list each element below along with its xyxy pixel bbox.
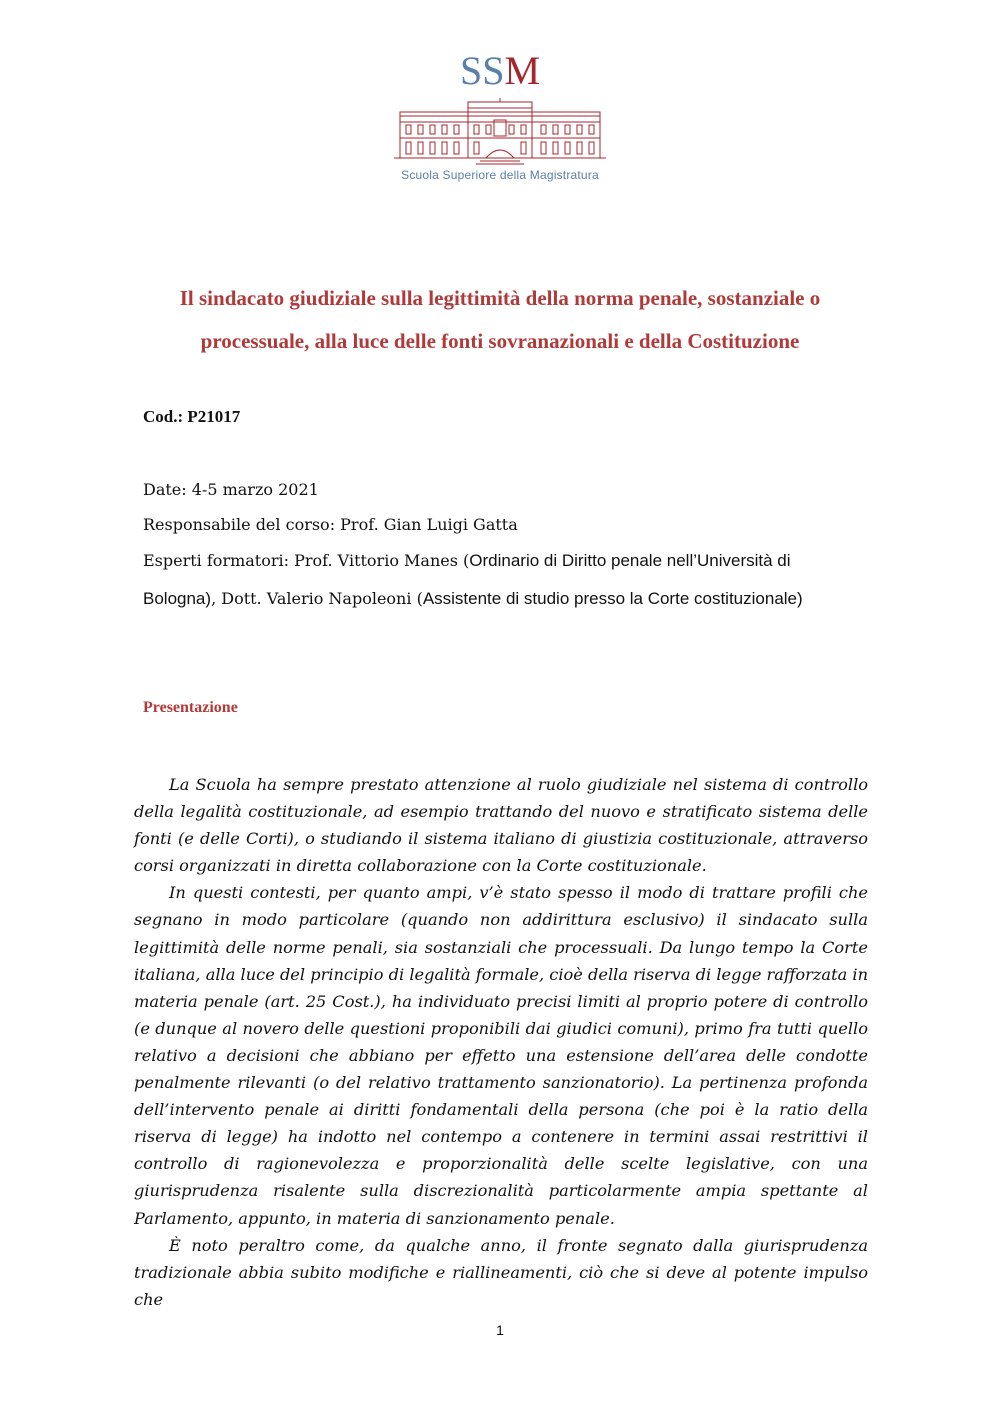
manes-role-cont: Bologna): [143, 589, 212, 608]
paragraph: È noto peraltro come, da qualche anno, il fronte segnato dalla giurisprudenza tradizionale abbia subito modifiche e riallineamenti, ciò che si deve al potente impulso che: [134, 1235, 868, 1309]
experts-prefix: Esperti formatori: Prof. Vittorio Manes (: [143, 551, 470, 570]
logo-caption: Scuola Superiore della Magistratura: [401, 168, 599, 182]
paragraph: La Scuola ha sempre prestato attenzione al ruolo giudiziale nel sistema di controllo della legalità costituzionale, ad esempio trattando del nuovo e stratificato sistema delle fonti (e delle Corti), o studiando il sistema italiano di giustizia costituzionale, attraverso corsi organizzati in diretta collaborazione con la Corte costituzionale.: [134, 775, 868, 876]
ssm-logo-mark: SSM: [459, 48, 541, 93]
ssm-logo: [380, 48, 620, 198]
manes-role: Ordinario di Diritto penale nell’Università di: [469, 551, 791, 570]
course-dates: Date: 4-5 marzo 2021: [143, 480, 319, 499]
document-title-line-2: processuale, alla luce delle fonti sovranazionali e della Costituzione: [200, 329, 800, 353]
palace-illustration: [390, 98, 610, 210]
course-code: Cod.: P21017: [143, 407, 241, 426]
course-experts-line-1: [143, 551, 791, 571]
course-experts-line-2: [143, 589, 803, 609]
napoleoni-name: , Dott. Valerio Napoleoni (: [211, 589, 423, 608]
course-responsible: Responsabile del corso: Prof. Gian Luigi Gatta: [143, 515, 518, 534]
napoleoni-role: Assistente di studio presso la Corte costituzionale): [422, 589, 803, 608]
paragraph: In questi contesti, per quanto ampi, v’è stato spesso il modo di trattare profili che segnano in modo particolare (quando non addirittura esclusivo) il sindacato sulla legittimità delle norme penali, sia sostanziali che processuali. Da lungo tempo la Corte italiana, alla luce del principio di legalità formale, cioè della riserva di legge rafforzata in materia penale (art. 25 Cost.), ha individuato precisi limiti al proprio potere di controllo (e dunque al novero delle questioni proponibili dai giudici comuni), primo fra tutti quello relativo a decisioni che abbiano per effetto una estensione dell’area delle condotte penalmente rilevanti (o del relativo trattamento sanzionatorio). La pertinenza profonda dell’intervento penale ai diritti fondamentali della persona (che poi è la ratio della riserva di legge) ha indotto nel contempo a contenere in termini assai restrittivi il controllo di ragionevolezza e proporzionalità delle scelte legislative, con una giurisprudenza risalente sulla discrezionalità particolarmente ampia spettante al Parlamento, appunto, in materia di sanzionamento penale.: [134, 883, 868, 1228]
document-title-line-1: Il sindacato giudiziale sulla legittimità della norma penale, sostanziale o: [179, 286, 821, 310]
section-heading: Presentazione: [143, 699, 238, 716]
page-number: 1: [496, 1322, 504, 1338]
presentation-body: [134, 771, 868, 1313]
